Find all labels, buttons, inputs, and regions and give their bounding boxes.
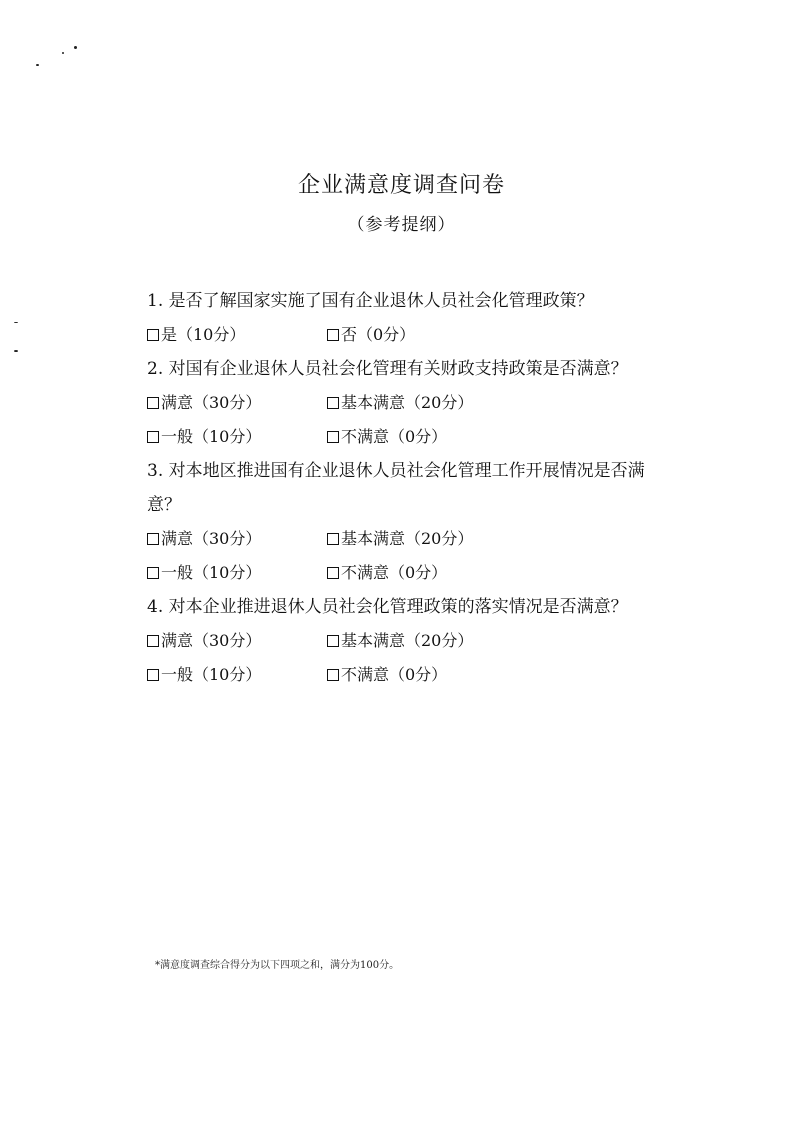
footnote: *满意度调查综合得分为以下四项之和，满分为100分。 <box>155 960 400 971</box>
option-basically-satisfied[interactable] <box>327 386 587 420</box>
option-group <box>147 624 677 692</box>
option-dissatisfied[interactable] <box>327 556 587 590</box>
question-block <box>147 352 677 454</box>
option-basically-satisfied[interactable] <box>327 624 587 658</box>
checkbox[interactable] <box>327 669 339 681</box>
scan-speck <box>74 46 77 49</box>
scan-speck <box>36 64 39 66</box>
option-label: 否（0分） <box>341 325 416 344</box>
option-satisfied[interactable] <box>147 624 327 658</box>
checkbox[interactable] <box>147 567 159 579</box>
option-label: 不满意（0分） <box>341 665 448 684</box>
option-satisfied[interactable] <box>147 386 327 420</box>
checkbox[interactable] <box>147 397 159 409</box>
option-label: 是（10分） <box>161 325 246 344</box>
option-label: 基本满意（20分） <box>341 631 474 650</box>
option-basically-satisfied[interactable] <box>327 522 587 556</box>
option-label: 满意（30分） <box>161 529 262 548</box>
option-label: 不满意（0分） <box>341 563 448 582</box>
option-label: 一般（10分） <box>161 427 262 446</box>
option-average[interactable] <box>147 420 327 454</box>
document-subtitle: （参考提纲） <box>347 215 456 235</box>
question-block <box>147 590 677 692</box>
checkbox[interactable] <box>327 635 339 647</box>
checkbox[interactable] <box>147 635 159 647</box>
scan-speck <box>14 322 18 323</box>
option-group <box>147 318 677 352</box>
option-label: 一般（10分） <box>161 665 262 684</box>
option-no[interactable] <box>327 318 587 352</box>
option-label: 不满意（0分） <box>341 427 448 446</box>
option-label: 基本满意（20分） <box>341 529 474 548</box>
checkbox[interactable] <box>147 329 159 341</box>
question-block <box>147 454 677 590</box>
questionnaire <box>147 284 677 692</box>
option-label: 一般（10分） <box>161 563 262 582</box>
checkbox[interactable] <box>147 533 159 545</box>
option-average[interactable] <box>147 556 327 590</box>
question-text: 3. 对本地区推进国有企业退休人员社会化管理工作开展情况是否满意？ <box>147 461 645 515</box>
option-group <box>147 522 677 590</box>
option-group <box>147 386 677 454</box>
checkbox[interactable] <box>327 431 339 443</box>
option-dissatisfied[interactable] <box>327 420 587 454</box>
option-yes[interactable] <box>147 318 327 352</box>
option-label: 满意（30分） <box>161 393 262 412</box>
checkbox[interactable] <box>147 431 159 443</box>
document-title: 企业满意度调查问卷 <box>297 173 505 198</box>
option-dissatisfied[interactable] <box>327 658 587 692</box>
question-block <box>147 284 677 352</box>
option-average[interactable] <box>147 658 327 692</box>
scan-speck <box>62 52 64 54</box>
option-label: 基本满意（20分） <box>341 393 474 412</box>
scan-speck <box>14 350 18 352</box>
checkbox[interactable] <box>327 329 339 341</box>
checkbox[interactable] <box>327 533 339 545</box>
question-text: 1. 是否了解国家实施了国有企业退休人员社会化管理政策？ <box>147 291 594 311</box>
checkbox[interactable] <box>327 567 339 579</box>
question-text: 4. 对本企业推进退休人员社会化管理政策的落实情况是否满意？ <box>147 597 628 617</box>
option-satisfied[interactable] <box>147 522 327 556</box>
checkbox[interactable] <box>327 397 339 409</box>
question-text: 2. 对国有企业退休人员社会化管理有关财政支持政策是否满意？ <box>147 359 628 379</box>
checkbox[interactable] <box>147 669 159 681</box>
option-label: 满意（30分） <box>161 631 262 650</box>
